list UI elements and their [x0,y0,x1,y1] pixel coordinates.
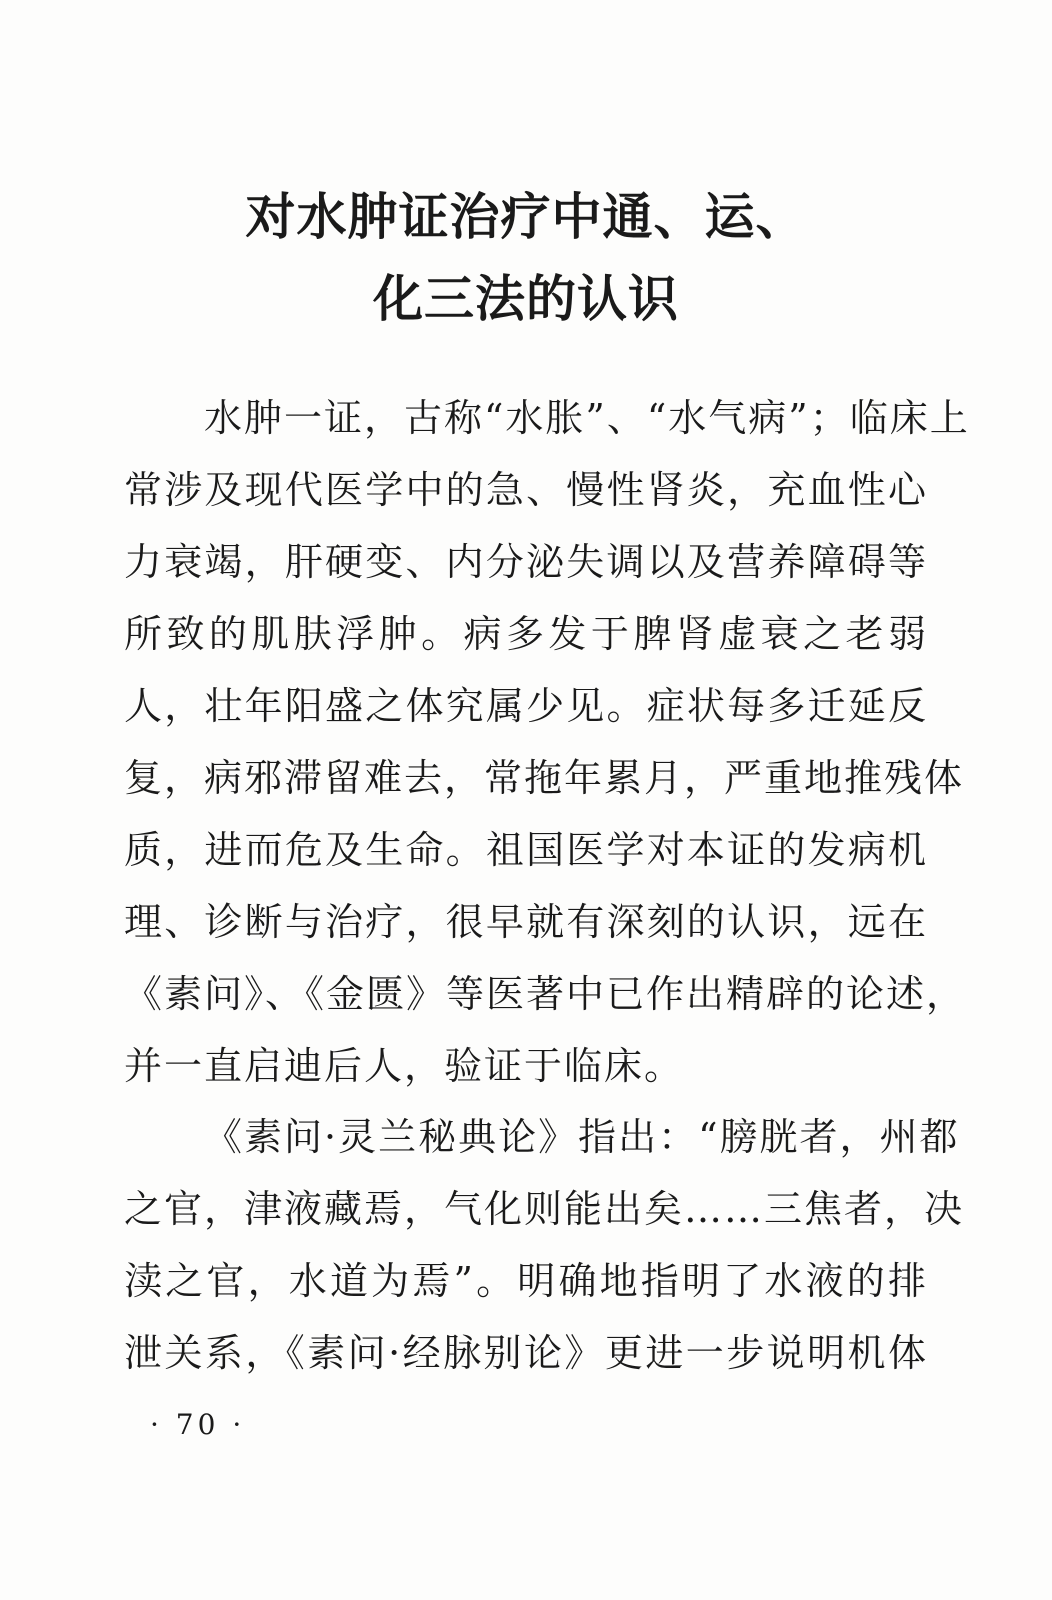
text-line: 并一直启迪后人，验证于临床。 [124,1044,685,1088]
text-line: 《素问》、《金匮》等医著中已作出精辟的论述， [124,972,967,1016]
title-line-1: 对水肿证治疗中通、运、 [245,188,807,246]
text-line: 《素问·灵兰秘典论》指出：“膀胱者，州都 [204,1115,960,1159]
text-line: 之官，津液藏焉，气化则能出矣……三焦者，决 [124,1187,965,1231]
paragraph-1 [124,382,970,1102]
text-line: 理、诊断与治疗，很早就有深刻的认识，远在 [124,900,928,944]
text-line: 人，壮年阳盛之体究属少见。症状每多迁延反 [124,684,928,728]
text-line: 力衰竭，肝硬变、内分泌失调以及营养障碍等 [124,540,928,584]
text-line: 质，进而危及生命。祖国医学对本证的发病机 [124,828,928,872]
text-line: 泄关系，《素问·经脉别论》更进一步说明机体 [124,1331,928,1375]
text-line: 复，病邪滞留难去，常拖年累月，严重地推残体 [124,756,965,800]
title-line-2: 化三法的认识 [373,270,679,328]
text-line: 水肿一证，古称“水胀”、“水气病”；临床上 [204,396,970,440]
text-line: 渎之官，水道为焉”。明确地指明了水液的排 [124,1259,928,1303]
chapter-title [0,176,1052,340]
page-number: · 70 · [150,1408,246,1441]
paragraph-2 [124,1101,965,1389]
text-line: 所致的肌肤浮肿。病多发于脾肾虚衰之老弱 [124,612,928,656]
text-line: 常涉及现代医学中的急、慢性肾炎，充血性心 [124,468,928,512]
